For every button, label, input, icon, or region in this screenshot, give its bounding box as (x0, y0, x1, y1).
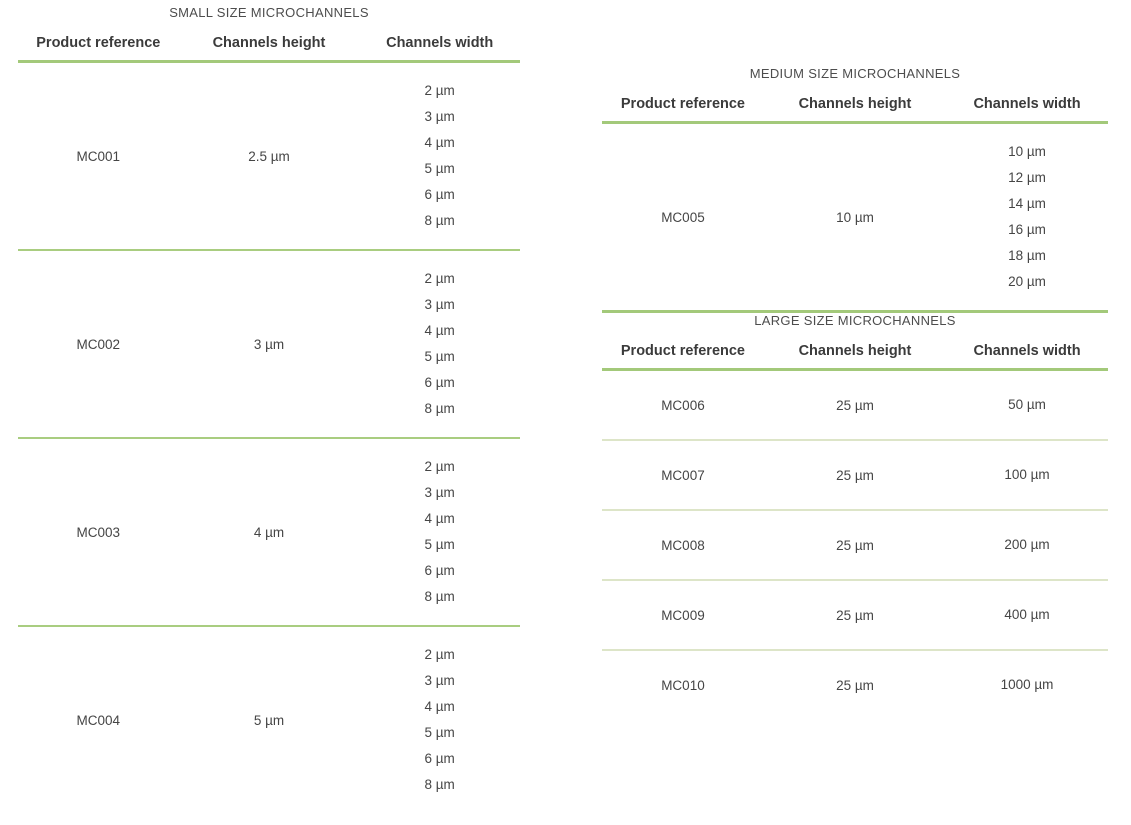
channel-width-value: 2 µm (424, 459, 455, 474)
product-row-mc004 (18, 626, 520, 813)
channels-width-cell (946, 650, 1108, 719)
large-table-slot (602, 313, 1108, 719)
channels-width-cell (359, 250, 520, 438)
product-reference-cell: MC004 (76, 712, 121, 728)
product-reference-cell: MC006 (661, 397, 705, 413)
channel-width-value: 6 µm (424, 375, 455, 390)
product-row-mc001 (18, 62, 520, 251)
product-row-mc010 (602, 650, 1108, 719)
channel-width-value: 20 µm (1008, 274, 1046, 289)
channel-width-value: 3 µm (424, 109, 455, 124)
channels-height-cell: 3 µm (253, 336, 285, 352)
column-header-channels-width: Channels width (973, 343, 1081, 359)
channels-width-cell (359, 62, 520, 251)
header-row (602, 343, 1108, 370)
product-row-mc003 (18, 438, 520, 626)
channels-width-cell (946, 123, 1108, 312)
channel-width-value: 6 µm (424, 563, 455, 578)
column-header-channels-height: Channels height (798, 343, 912, 359)
product-reference-cell: MC007 (661, 467, 705, 483)
channels-width-cell (946, 370, 1108, 441)
channel-width-value: 5 µm (424, 537, 455, 552)
channels-height-cell: 2.5 µm (248, 148, 290, 164)
table-large (602, 343, 1108, 719)
channel-width-value: 4 µm (424, 135, 455, 150)
microchannels-table-medium (602, 66, 1108, 313)
column-header-channels-width: Channels width (973, 96, 1081, 112)
channels-height-cell: 25 µm (836, 397, 874, 413)
channels-width-cell (359, 438, 520, 626)
channel-width-value: 3 µm (424, 297, 455, 312)
column-header-channels-width: Channels width (386, 35, 494, 51)
table-title-small: SMALL SIZE MICROCHANNELS (169, 5, 369, 20)
channel-width-value: 12 µm (1008, 170, 1046, 185)
column-header-product-reference: Product reference (620, 96, 745, 112)
table-title-medium: MEDIUM SIZE MICROCHANNELS (749, 66, 961, 81)
channel-width-value: 6 µm (424, 751, 455, 766)
channels-height-cell: 25 µm (836, 537, 874, 553)
product-reference-cell: MC002 (76, 336, 121, 352)
channel-width-value: 5 µm (424, 725, 455, 740)
channel-width-value: 18 µm (1008, 248, 1046, 263)
channel-width-value: 16 µm (1008, 222, 1046, 237)
channel-width-value: 3 µm (424, 485, 455, 500)
header-row (602, 96, 1108, 123)
medium-table-slot (602, 66, 1108, 313)
column-header-product-reference: Product reference (36, 35, 161, 51)
table-small (18, 35, 520, 813)
panel-right (602, 66, 1108, 719)
channel-width-value: 1000 µm (1000, 677, 1054, 692)
header-row (18, 35, 520, 62)
channel-width-value: 5 µm (424, 349, 455, 364)
column-header-channels-height: Channels height (798, 96, 912, 112)
channel-width-value: 400 µm (1004, 607, 1050, 622)
column-header-product-reference: Product reference (620, 343, 745, 359)
channel-width-value: 8 µm (424, 777, 455, 792)
column-header-channels-height: Channels height (212, 35, 326, 51)
product-row-mc008 (602, 510, 1108, 580)
channel-width-value: 14 µm (1008, 196, 1046, 211)
product-reference-cell: MC001 (76, 148, 121, 164)
small-table-slot (18, 5, 520, 813)
channels-height-cell: 4 µm (253, 524, 285, 540)
microchannels-table-large (602, 313, 1108, 719)
product-row-mc007 (602, 440, 1108, 510)
microchannels-table-small (18, 5, 520, 813)
channels-height-cell: 25 µm (836, 677, 874, 693)
channels-height-cell: 25 µm (836, 607, 874, 623)
channels-width-cell (359, 626, 520, 813)
channel-width-value: 4 µm (424, 511, 455, 526)
product-row-mc005 (602, 123, 1108, 312)
channels-width-cell (946, 440, 1108, 510)
channels-width-cell (946, 580, 1108, 650)
channels-height-cell: 10 µm (836, 209, 874, 225)
channel-width-value: 3 µm (424, 673, 455, 688)
product-reference-cell: MC009 (661, 607, 705, 623)
product-row-mc002 (18, 250, 520, 438)
channel-width-value: 200 µm (1004, 537, 1050, 552)
channel-width-value: 8 µm (424, 213, 455, 228)
product-row-mc009 (602, 580, 1108, 650)
channel-width-value: 6 µm (424, 187, 455, 202)
product-reference-cell: MC005 (661, 209, 705, 225)
channel-width-value: 8 µm (424, 589, 455, 604)
channel-width-value: 8 µm (424, 401, 455, 416)
channels-height-cell: 5 µm (253, 712, 285, 728)
product-reference-cell: MC008 (661, 537, 705, 553)
channel-width-value: 2 µm (424, 83, 455, 98)
channel-width-value: 10 µm (1008, 144, 1046, 159)
channel-width-value: 2 µm (424, 647, 455, 662)
product-reference-cell: MC003 (76, 524, 121, 540)
channel-width-value: 2 µm (424, 271, 455, 286)
channel-width-value: 4 µm (424, 323, 455, 338)
table-medium (602, 96, 1108, 313)
channel-width-value: 5 µm (424, 161, 455, 176)
table-title-large: LARGE SIZE MICROCHANNELS (754, 313, 956, 328)
channel-width-value: 50 µm (1008, 397, 1046, 412)
channel-width-value: 100 µm (1004, 467, 1050, 482)
channels-width-cell (946, 510, 1108, 580)
product-row-mc006 (602, 370, 1108, 441)
product-reference-cell: MC010 (661, 677, 705, 693)
panel-left (18, 5, 520, 813)
channel-width-value: 4 µm (424, 699, 455, 714)
channels-height-cell: 25 µm (836, 467, 874, 483)
